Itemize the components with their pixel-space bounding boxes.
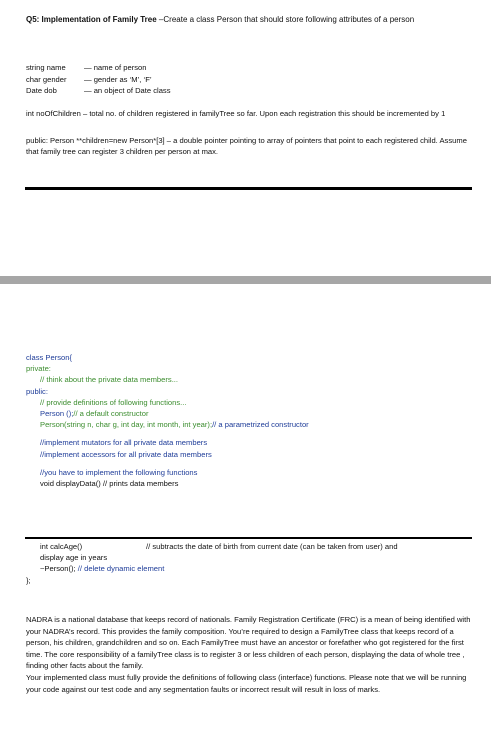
implementation-note: Your implemented class must fully provide the definitions of following class (interface) functions. Please note that we will be running your code against our test code and any segmentation faults or incorrect result will result in loss of marks. [26, 672, 467, 694]
q5-title: Q5: Implementation of Family Tree [26, 15, 157, 24]
code-line: }; [26, 575, 31, 585]
q5-heading [26, 14, 471, 25]
code-comment: // delete dynamic element [77, 564, 165, 574]
code-line [26, 478, 471, 489]
code-comment: //implement mutators for all private data members [40, 438, 208, 448]
code-line: class Person{ [26, 353, 73, 362]
code-comment: //implement accessors for all private data members [40, 449, 212, 459]
attribute-name: char gender [26, 74, 67, 84]
code-token: void displayData() [40, 478, 101, 488]
spacer [26, 430, 471, 437]
page-separator [0, 276, 491, 284]
attribute-name: Date dob [26, 86, 57, 95]
code-token: int calcAge() [40, 542, 83, 551]
attribute-row [26, 74, 471, 86]
attribute-row [26, 85, 471, 97]
nadra-section [26, 614, 471, 695]
code-comment: //you have to implement the following functions [40, 467, 198, 477]
attribute-desc: — name of person [84, 63, 147, 72]
code-line: private: [26, 364, 51, 374]
q5-description: –Create a class Person that should store following attributes of a person [156, 15, 415, 24]
children-count-paragraph: int noOfChildren – total no. of children registered in familyTree so far. Upon each registration this should be incremented by 1 [26, 109, 446, 118]
nadra-paragraph: NADRA is a national database that keeps record of nationals. Family Registration Certificate (FRC) is a mean of being identified with your NADRA’s record. This provides the family composition. You’re required to design a FamilyTree class that keeps record of a person, his children, grandchildren and so on. Each FamilyTree must have an ancestor or forefather who got registered for the first time. The core responsibility of a familyTree class is to register 3 or less children of each person, displaying the data of whole tree , finding other facts about the family. [26, 615, 471, 671]
code-comment: // prints data members [102, 478, 179, 488]
code-comment: // think about the private data members... [40, 375, 179, 385]
code-comment: // subtracts the date of birth from current date (can be taken from user) and [146, 542, 398, 551]
code-comment: // a parametrized constructor [212, 420, 309, 430]
attribute-row [26, 62, 471, 74]
code-block-continued [26, 541, 471, 586]
code-comment: // provide definitions of following functions... [40, 397, 187, 407]
code-line [26, 408, 471, 419]
code-comment: // a default constructor [73, 408, 149, 418]
code-divider [25, 537, 472, 539]
code-token: Person (); [40, 408, 74, 418]
code-line: public: [26, 386, 48, 396]
code-token: ~Person(); [40, 564, 76, 574]
attribute-list [26, 62, 471, 97]
attribute-desc: — an object of Date class [84, 86, 171, 95]
spacer [26, 460, 471, 467]
children-pointer-paragraph: public: Person **children=new Person*[3] – a double pointer pointing to array of pointers that point to each registered child. Assume that family tree can register 3 children per person at max. [26, 136, 467, 156]
section-divider [25, 187, 472, 190]
code-line: display age in years [40, 553, 108, 563]
attribute-desc: — gender as ‘M’, ‘F’ [84, 74, 152, 84]
code-token: Person(string n, char g, int day, int month, int year); [40, 420, 213, 430]
attribute-name: string name [26, 63, 66, 72]
code-line [26, 563, 471, 574]
code-line [26, 541, 471, 552]
code-line [26, 419, 471, 430]
code-block [26, 352, 471, 489]
